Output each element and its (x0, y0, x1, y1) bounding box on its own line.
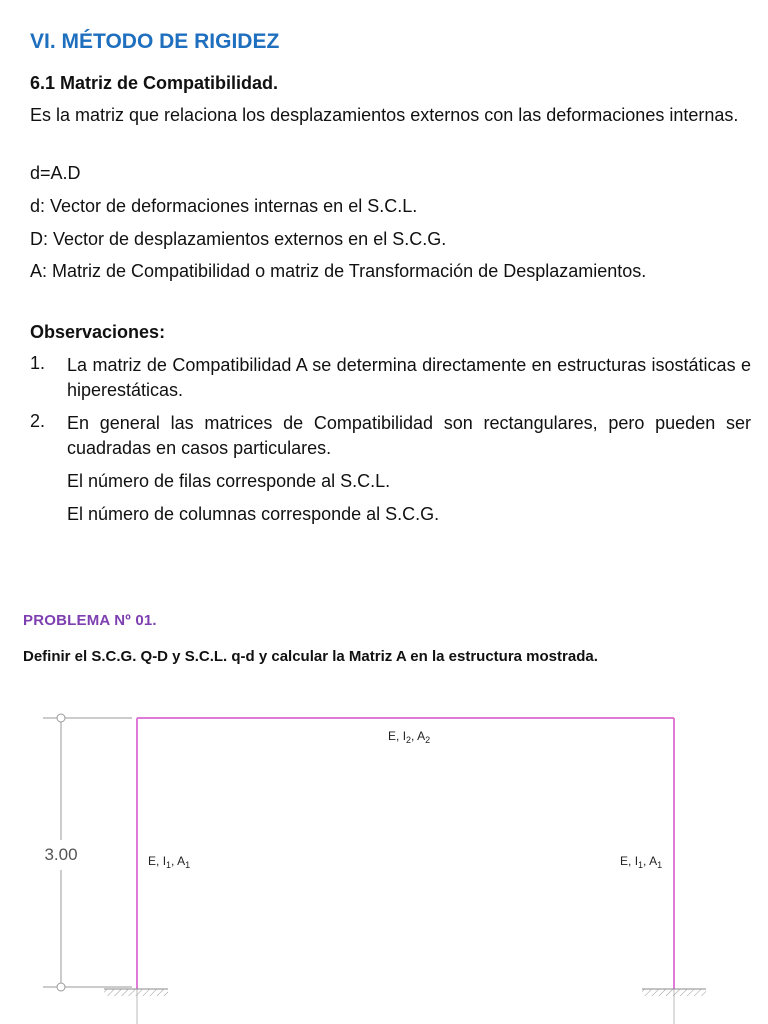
problem-statement: Definir el S.C.G. Q-D y S.C.L. q-d y calcular la Matriz A en la estructura mostrada. (23, 648, 598, 665)
observation-1-number: 1. (30, 353, 46, 373)
observation-2-number: 2. (30, 411, 46, 431)
right-support-icon (642, 989, 706, 996)
definition-A: A: Matriz de Compatibilidad o matriz de Transformación de Desplazamientos. (30, 261, 647, 281)
definition-d: d: Vector de deformaciones internas en el S.C.L. (30, 196, 418, 216)
right-column-properties-label: E, $I_1$, $A_1$ (620, 854, 663, 870)
note-columns: El número de columnas corresponde al S.C.G. (67, 504, 440, 524)
frame-structure-figure (0, 700, 768, 1024)
note-rows: El número de filas corresponde al S.C.L. (67, 471, 391, 491)
problem-title: PROBLEMA Nº 01. (23, 612, 157, 629)
dimension-label: 3.00 (44, 845, 78, 864)
observations-heading: Observaciones: (30, 322, 166, 342)
equation: d=A.D (30, 163, 81, 183)
observation-1-text: La matriz de Compatibilidad A se determina directamente en estructuras isostáticas e hiperestáticas. (67, 355, 751, 400)
beam-properties-label: E, $I_2$, $A_2$ (388, 729, 431, 745)
left-support-icon (104, 989, 168, 996)
definition-D: D: Vector de desplazamientos externos en el S.C.G. (30, 229, 447, 249)
left-column-properties-label: E, $I_1$, $A_1$ (148, 854, 191, 870)
observation-2-text: En general las matrices de Compatibilidad son rectangulares, pero pueden ser cuadradas en casos particulares. (67, 413, 751, 458)
intro-paragraph: Es la matriz que relaciona los desplazamientos externos con las deformaciones internas. (30, 105, 739, 125)
section-title: VI. MÉTODO DE RIGIDEZ (30, 30, 280, 53)
subsection-title: 6.1 Matriz de Compatibilidad. (30, 73, 279, 93)
frame-members (137, 718, 674, 1024)
